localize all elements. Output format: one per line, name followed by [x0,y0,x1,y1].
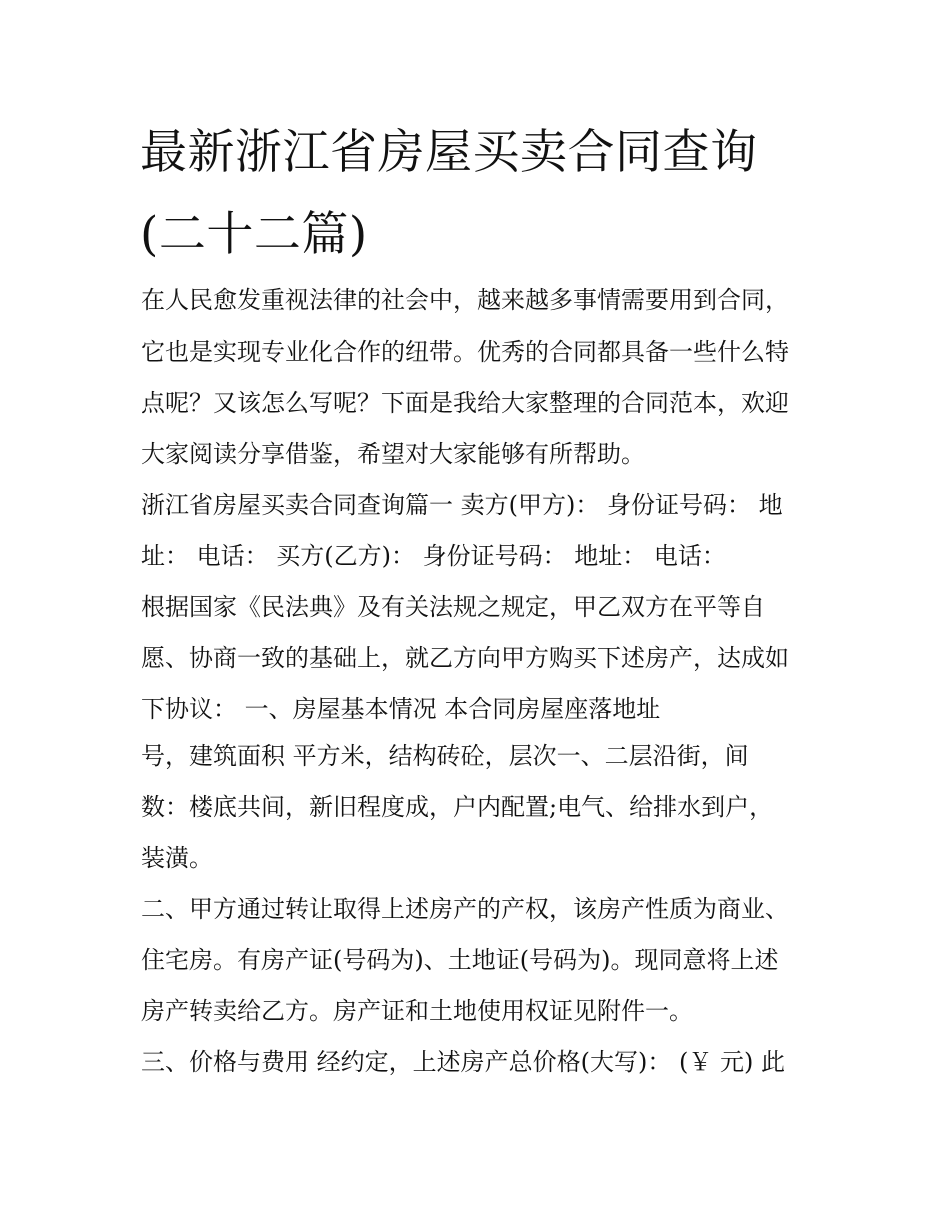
body-text-line: 在人民愈发重视法律的社会中，越来越多事情需要用到合同， [141,286,789,314]
body-text-line: 住宅房。有房产证(号码为)、土地证(号码为)。现同意将上述 [141,946,779,974]
body-text-line: 愿、协商一致的基础上，就乙方向甲方购买下述房产，达成如 [141,644,789,672]
body-text-line: 大家阅读分享借鉴，希望对大家能够有所帮助。 [141,440,645,468]
body-text-line: 浙江省房屋买卖合同查询篇一 卖方(甲方)： 身份证号码： 地 [141,491,783,519]
title-line-1: 最新浙江省房屋买卖合同查询 [140,125,758,180]
document-title [140,112,820,276]
body-text-line: 房产转卖给乙方。房产证和土地使用权证见附件一。 [141,997,693,1025]
title-line-2: (二十二篇) [140,207,368,262]
body-text-line: 址： 电话： 买方(乙方)： 身份证号码： 地址： 电话： [141,542,726,570]
body-text-line: 号，建筑面积 平方米，结构砖砼，层次一、二层沿街，间 [141,742,749,770]
body-text-line: 根据国家《民法典》及有关法规之规定，甲乙双方在平等自 [141,593,765,621]
body-text-line: 三、价格与费用 经约定，上述房产总价格(大写)： (￥ 元) 此 [141,1048,785,1076]
body-text-line: 点呢？又该怎么写呢？下面是我给大家整理的合同范本，欢迎 [141,389,789,417]
body-text-line: 下协议： 一、房屋基本情况 本合同房屋座落地址 [141,695,661,723]
body-text-line: 它也是实现专业化合作的纽带。优秀的合同都具备一些什么特 [141,338,789,366]
body-text-line: 数：楼底共间，新旧程度成，户内配置;电气、给排水到户， [141,793,774,821]
body-text-line: 二、甲方通过转让取得上述房产的产权，该房产性质为商业、 [141,895,789,923]
body-text-line: 装潢。 [141,844,213,872]
